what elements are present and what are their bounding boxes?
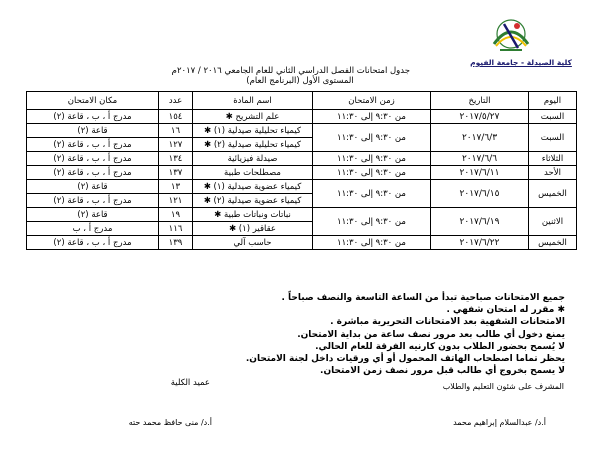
table-header-row [27,92,577,110]
header-date: التاريخ [431,92,529,110]
cell-day: الخميس [529,180,577,208]
cell-count: ١٣٤ [159,152,193,166]
cell-date: ٢٠١٧/٦/٢٢ [431,236,529,250]
cell-count: ١٦ [159,124,193,138]
cell-count: ١٣ [159,180,193,194]
cell-day: الأحد [529,166,577,180]
cell-count: ١٢٧ [159,138,193,152]
note-item: يحظر تماما اصطحاب الهاتف المحمول أو أي ورقيات داخل لجنة الامتحان. [245,354,565,365]
cell-day: السبت [529,110,577,124]
note-item: الامتحانات الشفهية بعد الامتحانات التحريرية مباشرة . [330,317,565,328]
header-count: عدد [159,92,193,110]
note-item: يمنع دخول أي طالب بعد مرور نصف ساعة من بداية الامتحان. [297,329,565,340]
cell-date: ٢٠١٧/٦/١٥ [431,180,529,208]
cell-date: ٢٠١٧/٦/٦ [431,152,529,166]
cell-place: مدرج أ ، ب ، قاعة (٢) [27,236,159,250]
table-row [27,166,577,180]
table-row [27,152,577,166]
cell-date: ٢٠١٧/٦/٣ [431,124,529,152]
cell-place: مدرج أ ، ب [27,222,159,236]
cell-time: من ٩:٣٠ إلى ١١:٣٠ [313,166,431,180]
header-time: زمن الامتحان [313,92,431,110]
cell-day: السبت [529,124,577,152]
cell-time: من ٩:٣٠ إلى ١١:٣٠ [313,124,431,152]
header-place: مكان الامتحان [27,92,159,110]
cell-subject: علم التشريح ✱ [193,110,313,124]
cell-count: ١٩ [159,208,193,222]
note-item: ✱ مقرر له امتحان شفهي . [446,305,565,316]
dean-title: عميد الكلية [170,378,210,388]
title-line-2: المستوى الأول (البرنامج العام) [246,76,354,86]
title-line-1: جدول امتحانات الفصل الدراسي الثاني للعام الجامعي ٢٠١٦ / ٢٠١٧م [171,66,410,76]
cell-time: من ٩:٣٠ إلى ١١:٣٠ [313,152,431,166]
exam-schedule-table [26,91,577,250]
cell-place: مدرج أ ، ب ، قاعة (٢) [27,194,159,208]
table-row [27,208,577,222]
header-day: اليوم [529,92,577,110]
note-item: لا يُسمح بحضور الطلاب بدون كارنيه الفرقة للعام الحالي. [315,341,565,352]
cell-place: قاعة (٢) [27,208,159,222]
cell-day: الثلاثاء [529,152,577,166]
cell-time: من ٩:٣٠ إلى ١١:٣٠ [313,180,431,208]
cell-count: ١٣٩ [159,236,193,250]
cell-subject: نباتات ونباتات طبية ✱ [193,208,313,222]
cell-place: مدرج أ ، ب ، قاعة (٢) [27,138,159,152]
cell-place: مدرج أ ، ب ، قاعة (٢) [27,152,159,166]
cell-subject: كيمياء عضوية صيدلية (١) ✱ [193,180,313,194]
table-row [27,124,577,138]
cell-day: الخميس [529,236,577,250]
cell-subject: كيمياء عضوية صيدلية (٢) ✱ [193,194,313,208]
cell-time: من ٩:٣٠ إلى ١١:٣٠ [313,110,431,124]
table-row [27,180,577,194]
document-title [171,66,410,86]
cell-place: قاعة (٢) [27,180,159,194]
exam-notes [220,292,565,377]
table-row [27,110,577,124]
cell-count: ١٢١ [159,194,193,208]
header-subject: اسم المادة [193,92,313,110]
note-item: لا يسمح بخروج أي طالب قبل مرور نصف زمن الامتحان. [320,366,565,377]
cell-place: قاعة (٢) [27,124,159,138]
cell-subject: صيدلة فيزيائية [193,152,313,166]
cell-subject: كيمياء تحليلية صيدلية (١) ✱ [193,124,313,138]
cell-subject: مصطلحات طبية [193,166,313,180]
cell-date: ٢٠١٧/٦/١٩ [431,208,529,236]
faculty-name: كلية الصيدلة - جامعة الفيوم [470,58,572,67]
cell-subject: حاسب آلي [193,236,313,250]
faculty-logo-icon [482,14,540,58]
cell-day: الاثنين [529,208,577,236]
note-item: جميع الامتحانات صباحية تبدأ من الساعة التاسعة والنصف صباحاً . [281,293,565,303]
cell-place: مدرج أ ، ب ، قاعة (٢) [27,166,159,180]
cell-count: ١٣٧ [159,166,193,180]
cell-place: مدرج أ ، ب ، قاعة (٢) [27,110,159,124]
cell-date: ٢٠١٧/٥/٢٧ [431,110,529,124]
dean-name: أ.د/ منى حافظ محمد حته [128,418,212,427]
cell-subject: عقاقير (١) ✱ [193,222,313,236]
cell-count: ١١٦ [159,222,193,236]
table-row [27,236,577,250]
cell-subject: كيمياء تحليلية صيدلية (٢) ✱ [193,138,313,152]
supervisor-name: أ.د/ عبدالسلام إبراهيم محمد [453,418,546,427]
cell-count: ١٥٤ [159,110,193,124]
cell-time: من ٩:٣٠ إلى ١١:٣٠ [313,236,431,250]
cell-time: من ٩:٣٠ إلى ١١:٣٠ [313,208,431,236]
cell-date: ٢٠١٧/٦/١١ [431,166,529,180]
supervisor-title: المشرف على شئون التعليم والطلاب [442,382,564,391]
